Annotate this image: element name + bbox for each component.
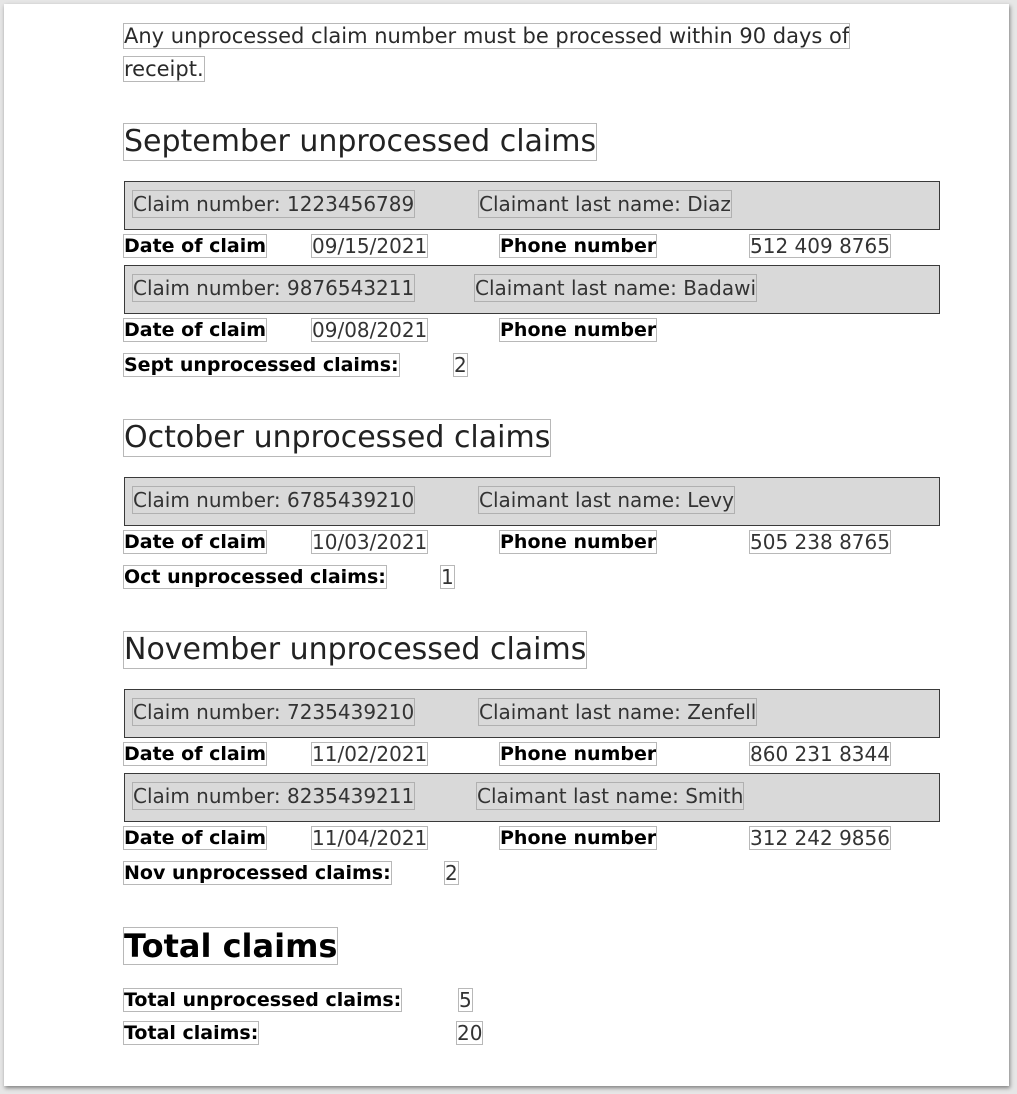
- date-of-claim-value[interactable]: 11/04/2021: [312, 826, 428, 850]
- date-of-claim-label: Date of claim: [124, 319, 267, 341]
- claim-header-row: [124, 477, 940, 526]
- claim-number-field[interactable]: Claim number: 8235439211: [133, 784, 415, 808]
- claim-number-field[interactable]: Claim number: 6785439210: [133, 488, 415, 512]
- date-of-claim-value[interactable]: 09/08/2021: [312, 318, 428, 342]
- claimant-last-name-field[interactable]: Claimant last name: Diaz: [479, 192, 731, 216]
- date-of-claim-label: Date of claim: [124, 743, 267, 765]
- november-heading: November unprocessed claims: [124, 632, 587, 667]
- claim-header-row: [124, 265, 940, 314]
- phone-number-label: Phone number: [500, 743, 657, 765]
- nov-count-value[interactable]: 2: [445, 861, 458, 885]
- date-of-claim-label: Date of claim: [124, 827, 267, 849]
- nov-count-label: Nov unprocessed claims:: [124, 862, 391, 884]
- date-of-claim-label: Date of claim: [124, 235, 267, 257]
- phone-number-value[interactable]: 312 242 9856: [750, 826, 890, 850]
- sept-count-value[interactable]: 2: [454, 353, 467, 377]
- october-heading: October unprocessed claims: [124, 420, 551, 455]
- total-claims-label: Total claims:: [124, 1022, 259, 1044]
- phone-number-label: Phone number: [500, 319, 657, 341]
- claim-header-row: [124, 181, 940, 230]
- phone-number-label: Phone number: [500, 235, 657, 257]
- date-of-claim-value[interactable]: 09/15/2021: [312, 234, 428, 258]
- oct-count-label: Oct unprocessed claims:: [124, 566, 386, 588]
- sept-count-label: Sept unprocessed claims:: [124, 354, 399, 376]
- total-unprocessed-value[interactable]: 5: [459, 988, 472, 1012]
- phone-number-value[interactable]: 505 238 8765: [750, 530, 890, 554]
- claimant-last-name-field[interactable]: Claimant last name: Levy: [479, 488, 734, 512]
- claim-header-row: [124, 773, 940, 822]
- total-claims-heading: Total claims: [124, 927, 338, 965]
- intro-paragraph: [124, 20, 924, 86]
- claim-number-field[interactable]: Claim number: 9876543211: [133, 276, 415, 300]
- claim-header-row: [124, 689, 940, 738]
- phone-number-label: Phone number: [500, 531, 657, 553]
- claimant-last-name-field[interactable]: Claimant last name: Smith: [477, 784, 744, 808]
- phone-number-label: Phone number: [500, 827, 657, 849]
- total-claims-value[interactable]: 20: [457, 1021, 483, 1045]
- claimant-last-name-field[interactable]: Claimant last name: Badawi: [475, 276, 757, 300]
- oct-count-value[interactable]: 1: [441, 565, 454, 589]
- phone-number-value[interactable]: 860 231 8344: [750, 742, 890, 766]
- claim-number-field[interactable]: Claim number: 1223456789: [133, 192, 415, 216]
- date-of-claim-value[interactable]: 11/02/2021: [312, 742, 428, 766]
- phone-number-value[interactable]: 512 409 8765: [750, 234, 890, 258]
- document-page: [4, 4, 1009, 1086]
- claim-number-field[interactable]: Claim number: 7235439210: [133, 700, 415, 724]
- total-unprocessed-label: Total unprocessed claims:: [124, 989, 402, 1011]
- date-of-claim-label: Date of claim: [124, 531, 267, 553]
- date-of-claim-value[interactable]: 10/03/2021: [312, 530, 428, 554]
- claimant-last-name-field[interactable]: Claimant last name: Zenfell: [479, 700, 757, 724]
- intro-text: Any unprocessed claim number must be processed within 90 days of receipt.: [124, 24, 850, 81]
- september-heading: September unprocessed claims: [124, 124, 597, 159]
